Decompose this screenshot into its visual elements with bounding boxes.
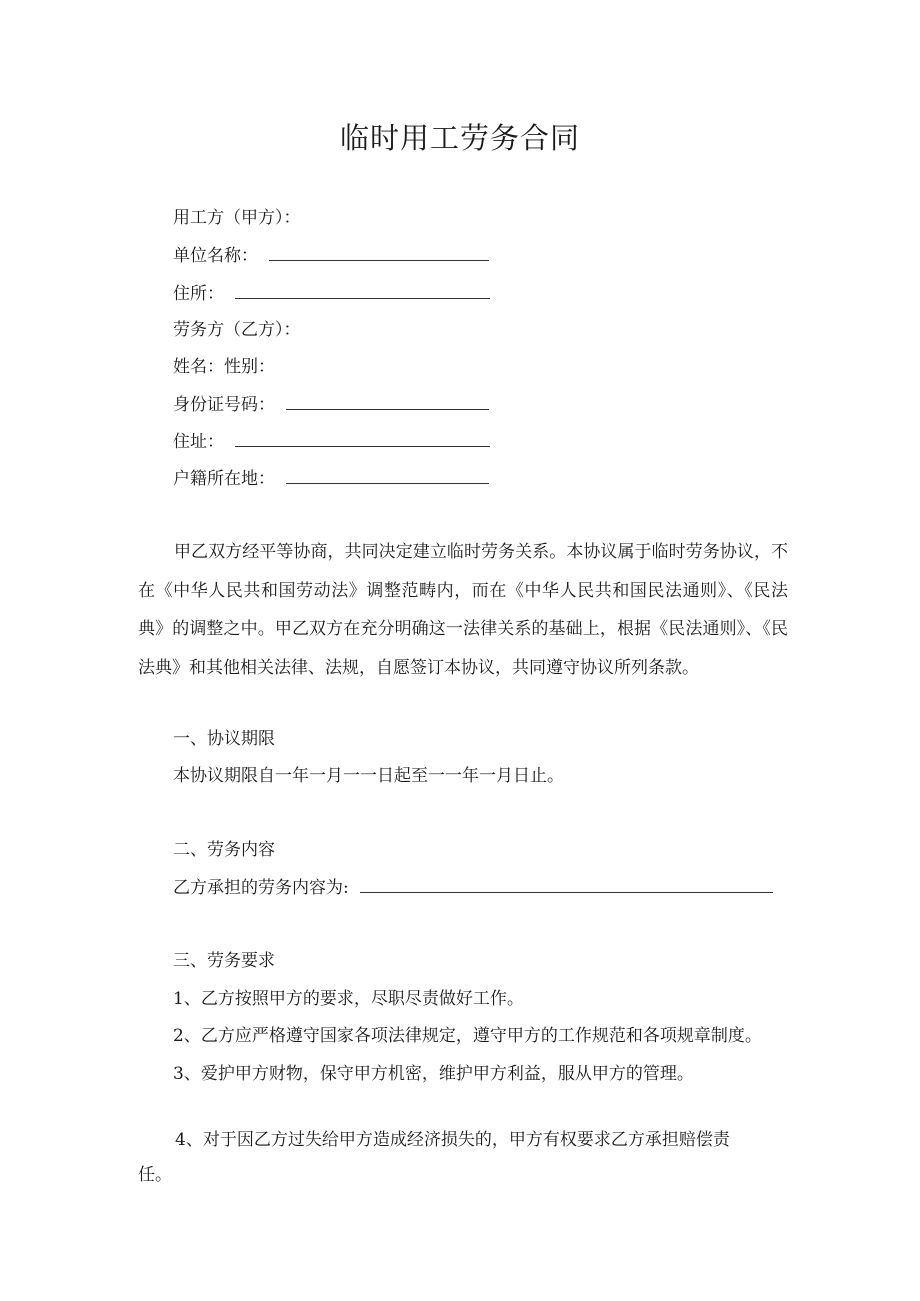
section-2-heading: 二、劳务内容 xyxy=(173,840,275,860)
unit-name-label: 单位名称： xyxy=(173,246,258,266)
requirement-item-4-line-1: 4、对于因乙方过失给甲方造成经济损失的，甲方有权要求乙方承担赔偿责 xyxy=(175,1130,730,1150)
party-b-address-row xyxy=(173,430,490,454)
party-a-address-blank xyxy=(235,282,490,299)
section-3-heading: 三、劳务要求 xyxy=(173,951,275,971)
section-1-text: 本协议期限自一年一月一一日起至一一年一月日止。 xyxy=(173,766,564,786)
requirement-item-3: 3、爱护甲方财物，保守甲方机密，维护甲方利益，服从甲方的管理。 xyxy=(173,1064,694,1084)
id-number-blank xyxy=(286,393,489,410)
section-1-heading: 一、协议期限 xyxy=(173,729,275,749)
household-row xyxy=(173,467,489,491)
party-a-heading: 用工方（甲方）： xyxy=(173,208,301,228)
document-title: 临时用工劳务合同 xyxy=(339,121,580,155)
section-2-label: 乙方承担的劳务内容为: xyxy=(173,878,349,898)
requirement-item-4-line-2: 任。 xyxy=(138,1165,172,1185)
party-b-address-label: 住址： xyxy=(173,432,224,452)
name-gender-label: 姓名：性别： xyxy=(173,357,275,377)
requirement-item-2: 2、乙方应严格遵守国家各项法律规定，遵守甲方的工作规范和各项规章制度。 xyxy=(173,1026,762,1046)
household-label: 户籍所在地： xyxy=(173,469,275,489)
intro-paragraph: 甲乙双方经平等协商，共同决定建立临时劳务关系。本协议属于临时劳务协议，不在《中华人民共和国劳动法》调整范畴内，而在《中华人民共和国民法通则》、《民法典》的调整之中。甲乙双方在充分明确这一法律关系的基础上，根据《民法通则》、《民法典》和其他相关法律、法规，自愿签订本协议，共同遵守协议所列条款。 xyxy=(138,542,788,678)
id-number-label: 身份证号码： xyxy=(173,395,275,415)
household-blank xyxy=(286,467,489,484)
party-a-address-label: 住所： xyxy=(173,284,224,304)
unit-name-blank xyxy=(269,244,489,261)
party-b-heading: 劳务方（乙方）： xyxy=(173,320,301,340)
requirement-item-1: 1、乙方按照甲方的要求，尽职尽责做好工作。 xyxy=(173,989,524,1009)
labor-content-blank xyxy=(360,876,773,893)
party-a-address-row xyxy=(173,282,490,306)
party-b-address-blank xyxy=(235,430,490,447)
unit-name-row xyxy=(173,244,489,268)
section-2-row xyxy=(173,876,773,900)
id-number-row xyxy=(173,393,489,417)
